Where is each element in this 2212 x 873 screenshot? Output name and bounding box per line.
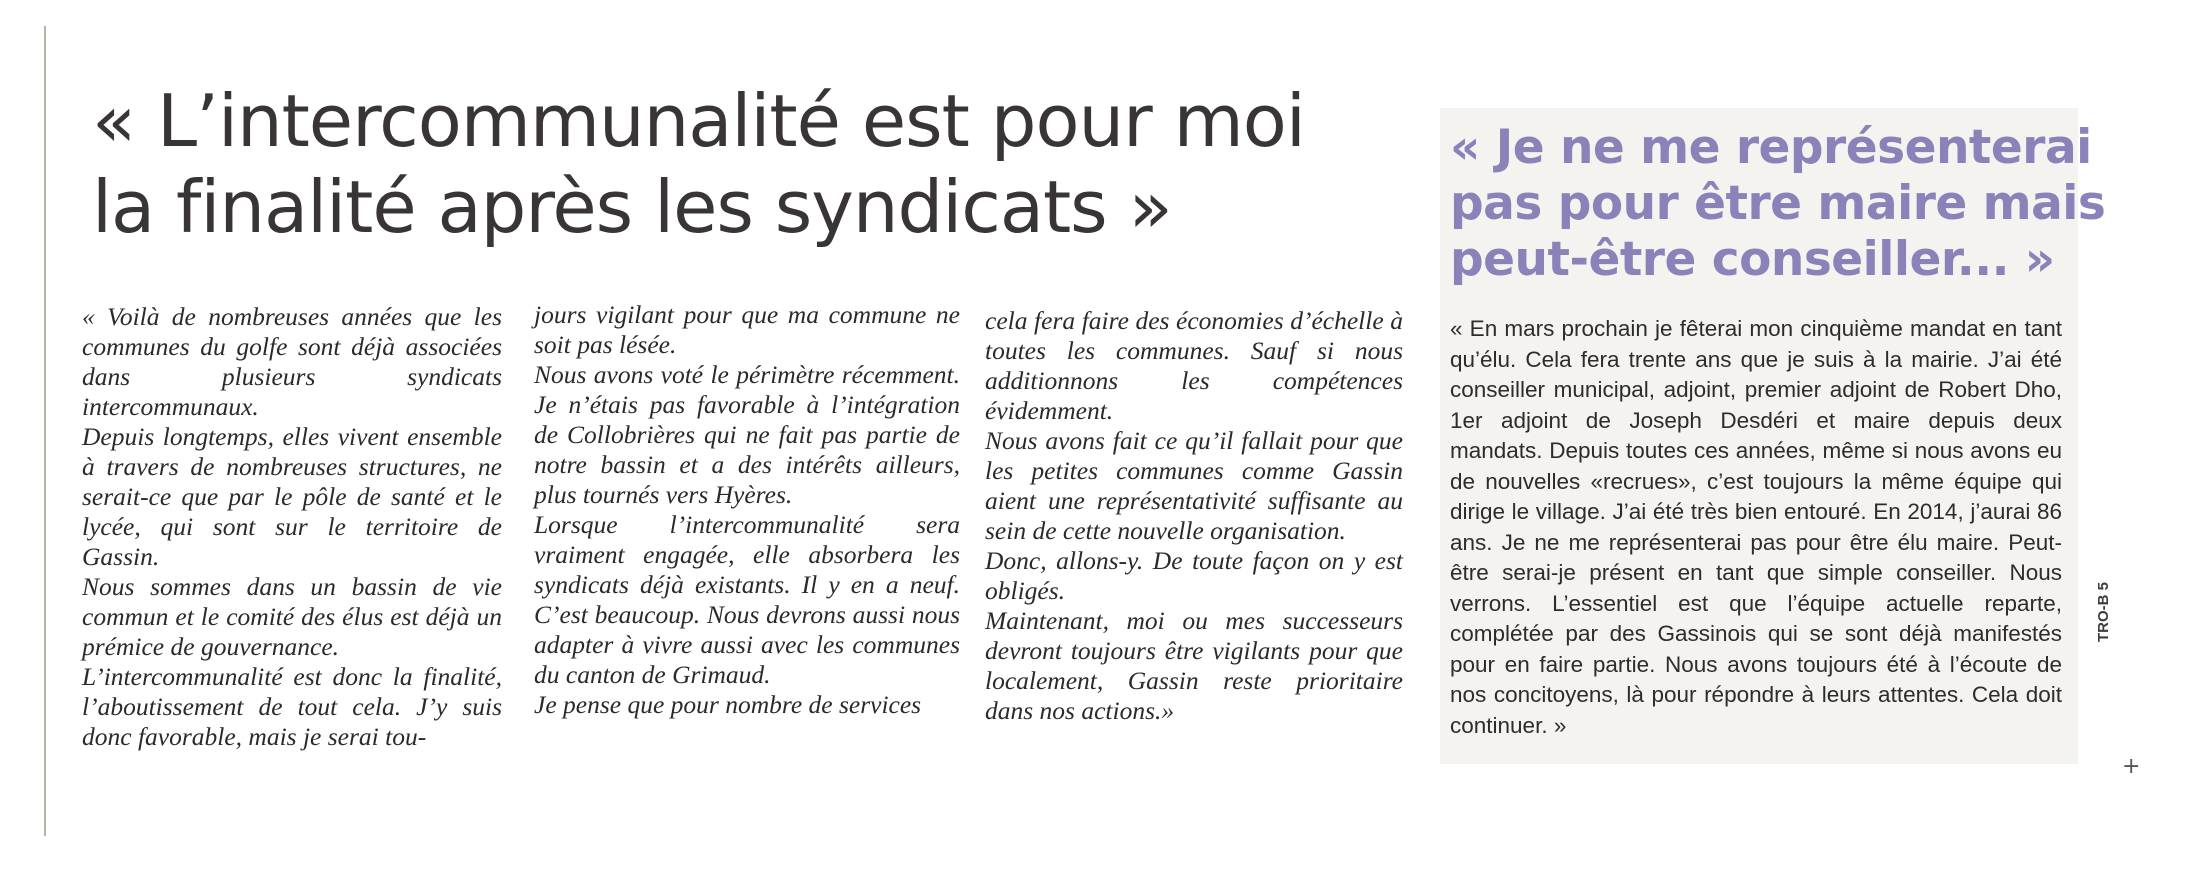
paragraph: L’intercommunalité est donc la finalité, l’aboutissement de tout cela. J’y suis donc favorable, mais je serai tou-	[82, 662, 502, 751]
paragraph: Nous avons voté le périmètre récemment. Je n’étais pas favorable à l’intégration de Collobrières qui ne fait pas partie de notre bassin et a des intérêts ailleurs, plus tournés vers Hyères.	[534, 360, 960, 509]
paragraph: Lorsque l’intercommunalité sera vraiment engagée, elle absorbera les syndicats déjà existants. Il y en a neuf. C’est beaucoup. Nous devrons aussi nous adapter à vivre aussi avec les communes du canton de Grimaud.	[534, 510, 960, 689]
page-credit: TRO-B 5	[2095, 582, 2112, 642]
page-edge-divider	[44, 26, 46, 836]
sidebar-title-line-2: pas pour être maire mais	[1450, 176, 2106, 231]
article-column-2	[534, 300, 960, 720]
paragraph: Donc, allons-y. De toute façon on y est obligés.	[985, 546, 1403, 605]
sidebar-title-line-3: peut-être conseiller... »	[1450, 232, 2055, 287]
article-column-1	[82, 302, 502, 752]
sidebar-paragraph: « En mars prochain je fêterai mon cinquième mandat en tant qu’élu. Cela fera trente ans que je suis à la mairie. J’ai été conseiller municipal, adjoint, premier adjoint de Robert Dho, 1er adjoint de Joseph Desdéri et maire depuis deux mandats. Depuis toutes ces années, même si nous avons eu de nouvelles «recrues», c’est toujours la même équipe qui dirige le village. J’ai été très bien entouré. En 2014, j’aurai 86 ans. Je ne me représenterai pas pour être élu maire. Peut-être serai-je présent en tant que simple conseiller. Nous verrons. L’essentiel est que l’équipe actuelle reparte, complétée par des Gassinois qui se sont déjà manifestés pour en faire partie. Nous avons toujours été à l’écoute de nos concitoyens, là pour répondre à leurs attentes. Cela doit continuer. »	[1450, 316, 2062, 738]
paragraph: Nous avons fait ce qu’il fallait pour que les petites communes comme Gassin aient une représentativité suffisante au sein de cette nouvelle organisation.	[985, 426, 1403, 545]
paragraph: jours vigilant pour que ma commune ne soit pas lésée.	[534, 300, 960, 359]
sidebar-title	[1450, 120, 2106, 288]
paragraph: « Voilà de nombreuses années que les communes du golfe sont déjà associées dans plusieurs syndicats intercommunaux.	[82, 302, 502, 421]
paragraph: Nous sommes dans un bassin de vie commun et le comité des élus est déjà un prémice de gouvernance.	[82, 572, 502, 661]
headline	[92, 78, 1422, 250]
paragraph: Maintenant, moi ou mes successeurs devront toujours être vigilants pour que localement, Gassin reste prioritaire dans nos actions.»	[985, 606, 1403, 725]
paragraph: Depuis longtemps, elles vivent ensemble à travers de nombreuses structures, ne serait-ce que par le pôle de santé et le lycée, qui sont sur le territoire de Gassin.	[82, 422, 502, 571]
article-column-3	[985, 306, 1403, 726]
crop-mark: +	[2122, 754, 2141, 779]
headline-line-2: la finalité après les syndicats »	[92, 165, 1172, 249]
paragraph: Je pense que pour nombre de services	[534, 690, 922, 719]
headline-line-1: « L’intercommunalité est pour moi	[92, 79, 1305, 163]
paragraph: cela fera faire des économies d’échelle à toutes les communes. Sauf si nous additionnons les compétences évidemment.	[985, 306, 1403, 425]
sidebar-body	[1450, 314, 2062, 741]
sidebar-title-line-1: « Je ne me représenterai	[1450, 120, 2092, 175]
